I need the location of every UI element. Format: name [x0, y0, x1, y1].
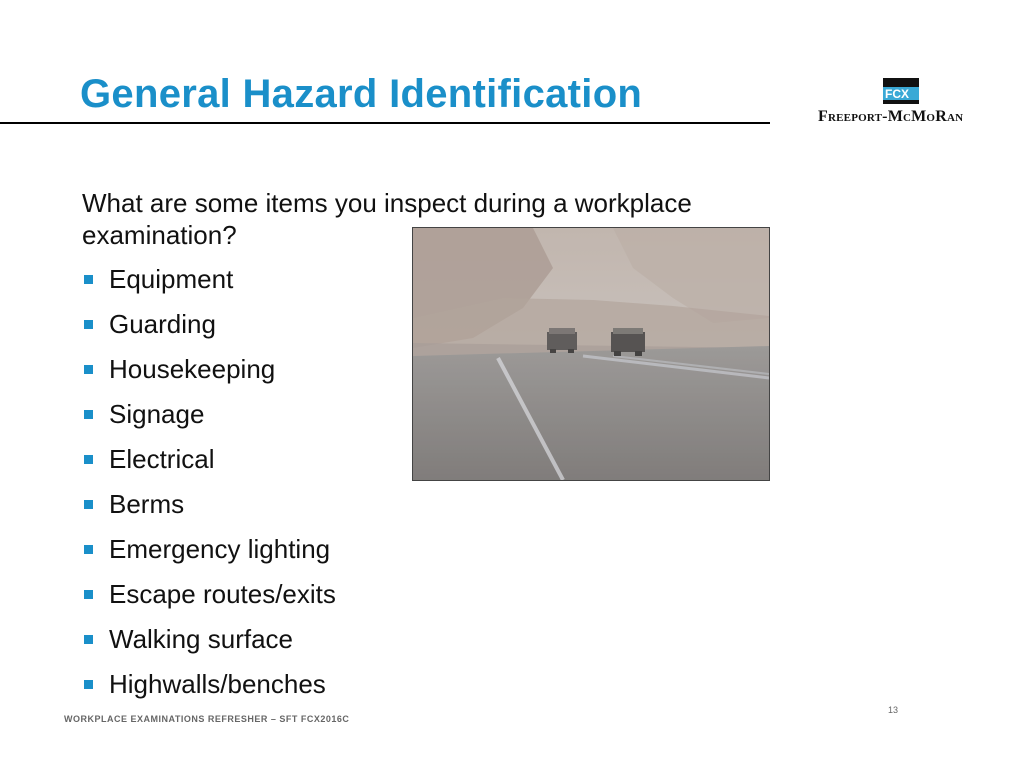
list-item-label: Berms — [109, 489, 185, 519]
bullet-square-icon — [84, 680, 93, 689]
list-item-label: Electrical — [109, 444, 215, 474]
bullet-square-icon — [84, 500, 93, 509]
bullet-square-icon — [84, 365, 93, 374]
haul-road-illustration — [413, 228, 769, 480]
list-item — [82, 392, 336, 437]
list-item — [82, 662, 336, 707]
list-item-label: Emergency lighting — [109, 534, 331, 564]
list-item-label: Escape routes/exits — [109, 579, 336, 609]
list-item — [82, 302, 336, 347]
list-item — [82, 572, 336, 617]
mine-haul-road-photo — [412, 227, 770, 481]
title-divider — [0, 122, 770, 124]
bullet-square-icon — [84, 455, 93, 464]
list-item — [82, 527, 336, 572]
footer-text: WORKPLACE EXAMINATIONS REFRESHER – SFT FCX2016C — [64, 714, 350, 724]
list-item-label: Guarding — [109, 309, 216, 339]
logo-wordmark: Freeport-McMoRan — [818, 108, 964, 125]
question-text: What are some items you inspect during a workplace examination? — [82, 188, 692, 250]
bullet-square-icon — [84, 275, 93, 284]
bullet-square-icon — [84, 590, 93, 599]
list-item-label: Walking surface — [109, 624, 293, 654]
list-item-label: Housekeeping — [109, 354, 276, 384]
list-item — [82, 482, 336, 527]
bullet-square-icon — [84, 545, 93, 554]
bullet-square-icon — [84, 410, 93, 419]
list-item-label: Signage — [109, 399, 205, 429]
page-number: 13 — [888, 705, 899, 715]
list-item — [82, 617, 336, 662]
company-logo — [818, 78, 993, 126]
list-item-label: Highwalls/benches — [109, 669, 326, 699]
slide-title: General Hazard Identification — [80, 72, 643, 116]
inspection-items-list — [82, 257, 336, 707]
list-item — [82, 347, 336, 392]
list-item — [82, 257, 336, 302]
bullet-square-icon — [84, 635, 93, 644]
freeport-mcmoran-logo-icon — [883, 78, 919, 104]
list-item — [82, 437, 336, 482]
bullet-square-icon — [84, 320, 93, 329]
logo-mark-letters: FCX — [885, 87, 909, 101]
list-item-label: Equipment — [109, 264, 234, 294]
